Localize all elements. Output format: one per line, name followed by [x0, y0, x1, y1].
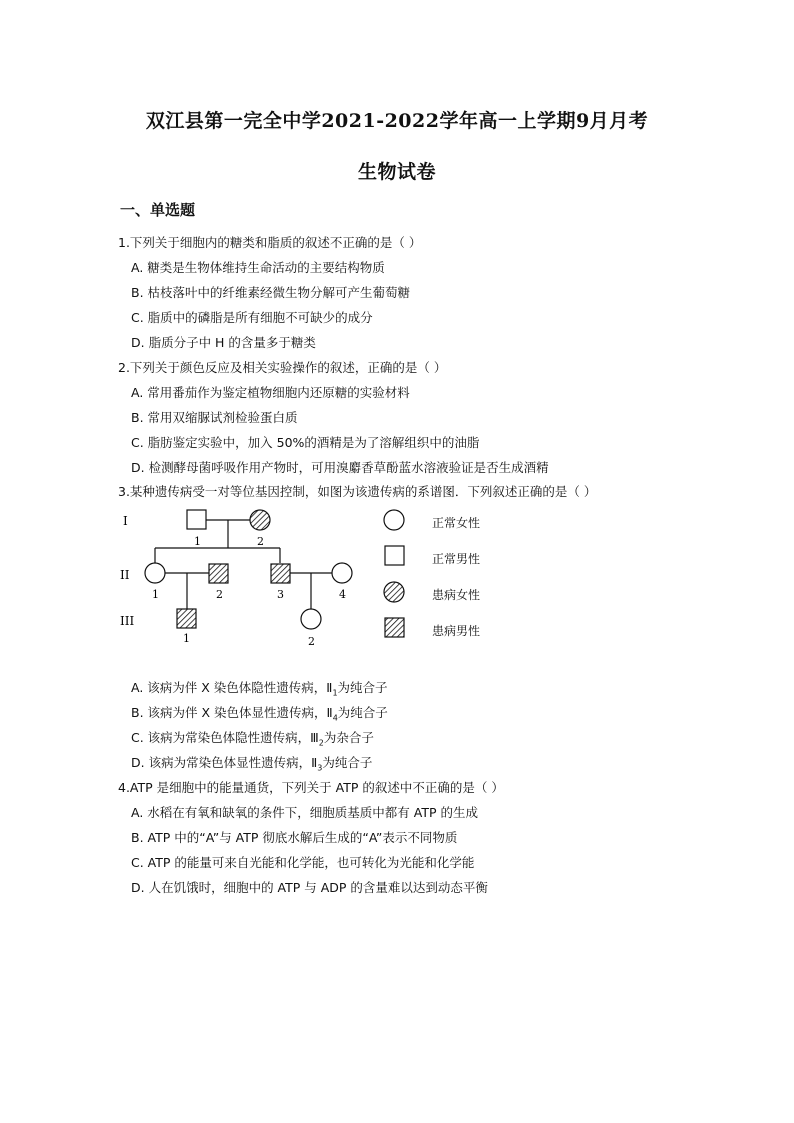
individual-II1-normal-female — [145, 563, 165, 583]
individual-III2-normal-female — [301, 609, 321, 629]
number-II2: 2 — [216, 588, 223, 601]
question-4-option-d: D. 人在饥饿时，细胞中的 ATP 与 ADP 的含量难以达到动态平衡 — [131, 880, 488, 895]
legend-normal-male-label: 正常男性 — [432, 552, 481, 566]
question-2-option-d: D. 检测酵母菌呼吸作用产物时，可用溴麝香草酚蓝水溶液验证是否生成酒精 — [131, 460, 549, 475]
question-2-option-a: A. 常用番茄作为鉴定植物细胞内还原糖的实验材料 — [131, 385, 410, 400]
individual-I2-affected-female — [250, 510, 270, 530]
number-III1: 1 — [183, 632, 190, 645]
individual-III1-affected-male — [177, 609, 196, 628]
question-1-option-d: D. 脂质分子中 H 的含量多于糖类 — [131, 335, 316, 350]
question-2-stem: 2.下列关于颜色反应及相关实验操作的叙述，正确的是（ ） — [118, 360, 447, 375]
page-subtitle: 生物试卷 — [357, 161, 436, 183]
question-3-option-c: C. 该病为常染色体隐性遗传病，$Ⅲ_2$为杂合子 — [131, 730, 374, 748]
section-title: 一、单选题 — [120, 201, 196, 219]
number-I1: 1 — [194, 535, 201, 548]
question-3-option-a: A. 该病为伴 X 染色体隐性遗传病，$Ⅱ_1$为纯合子 — [131, 680, 388, 698]
number-II3: 3 — [277, 588, 284, 601]
individual-I1-normal-male — [187, 510, 206, 529]
generation-label-3: III — [120, 614, 135, 628]
legend-normal-female-icon — [384, 510, 404, 530]
question-4-option-c: C. ATP 的能量可来自光能和化学能，也可转化为光能和化学能 — [131, 855, 475, 870]
page-title: 双江县第一完全中学2021-2022学年高一上学期9月月考 — [145, 110, 649, 132]
individual-II2-affected-male — [209, 564, 228, 583]
legend-normal-female-label: 正常女性 — [432, 516, 481, 530]
number-III2: 2 — [308, 635, 315, 648]
individual-II3-affected-male — [271, 564, 290, 583]
generation-label-2: II — [120, 568, 130, 582]
number-I2: 2 — [257, 535, 264, 548]
question-1-option-a: A. 糖类是生物体维持生命活动的主要结构物质 — [131, 260, 385, 275]
question-2-option-b: B. 常用双缩脲试剂检验蛋白质 — [131, 410, 298, 425]
generation-label-1: I — [123, 514, 128, 528]
legend-affected-male-label: 患病男性 — [432, 624, 481, 638]
legend-affected-male-icon — [385, 618, 404, 637]
legend-affected-female-icon — [384, 582, 404, 602]
legend-affected-female-label: 患病女性 — [432, 588, 481, 602]
question-1-option-c: C. 脂质中的磷脂是所有细胞不可缺少的成分 — [131, 310, 373, 325]
question-3-option-d: D. 该病为常染色体显性遗传病，$Ⅱ_3$为纯合子 — [131, 755, 373, 773]
question-3-option-b: B. 该病为伴 X 染色体显性遗传病，$Ⅱ_4$为纯合子 — [131, 705, 388, 723]
question-4-option-a: A. 水稻在有氧和缺氧的条件下，细胞质基质中都有 ATP 的生成 — [131, 805, 478, 820]
question-2-option-c: C. 脂肪鉴定实验中，加入 50%的酒精是为了溶解组织中的油脂 — [131, 435, 480, 450]
question-1-option-b: B. 枯枝落叶中的纤维素经微生物分解可产生葡萄糖 — [131, 285, 411, 300]
legend-normal-male-icon — [385, 546, 404, 565]
question-4-stem: 4.ATP 是细胞中的能量通货，下列关于 ATP 的叙述中不正确的是（ ） — [118, 780, 504, 795]
question-4-option-b: B. ATP 中的“A”与 ATP 彻底水解后生成的“A”表示不同物质 — [131, 830, 458, 845]
individual-II4-normal-female — [332, 563, 352, 583]
number-II1: 1 — [152, 588, 159, 601]
question-1-stem: 1.下列关于细胞内的糖类和脂质的叙述不正确的是（ ） — [118, 235, 422, 250]
question-3-stem: 3.某种遗传病受一对等位基因控制，如图为该遗传病的系谱图．下列叙述正确的是（ ） — [118, 484, 597, 499]
number-II4: 4 — [339, 588, 346, 601]
